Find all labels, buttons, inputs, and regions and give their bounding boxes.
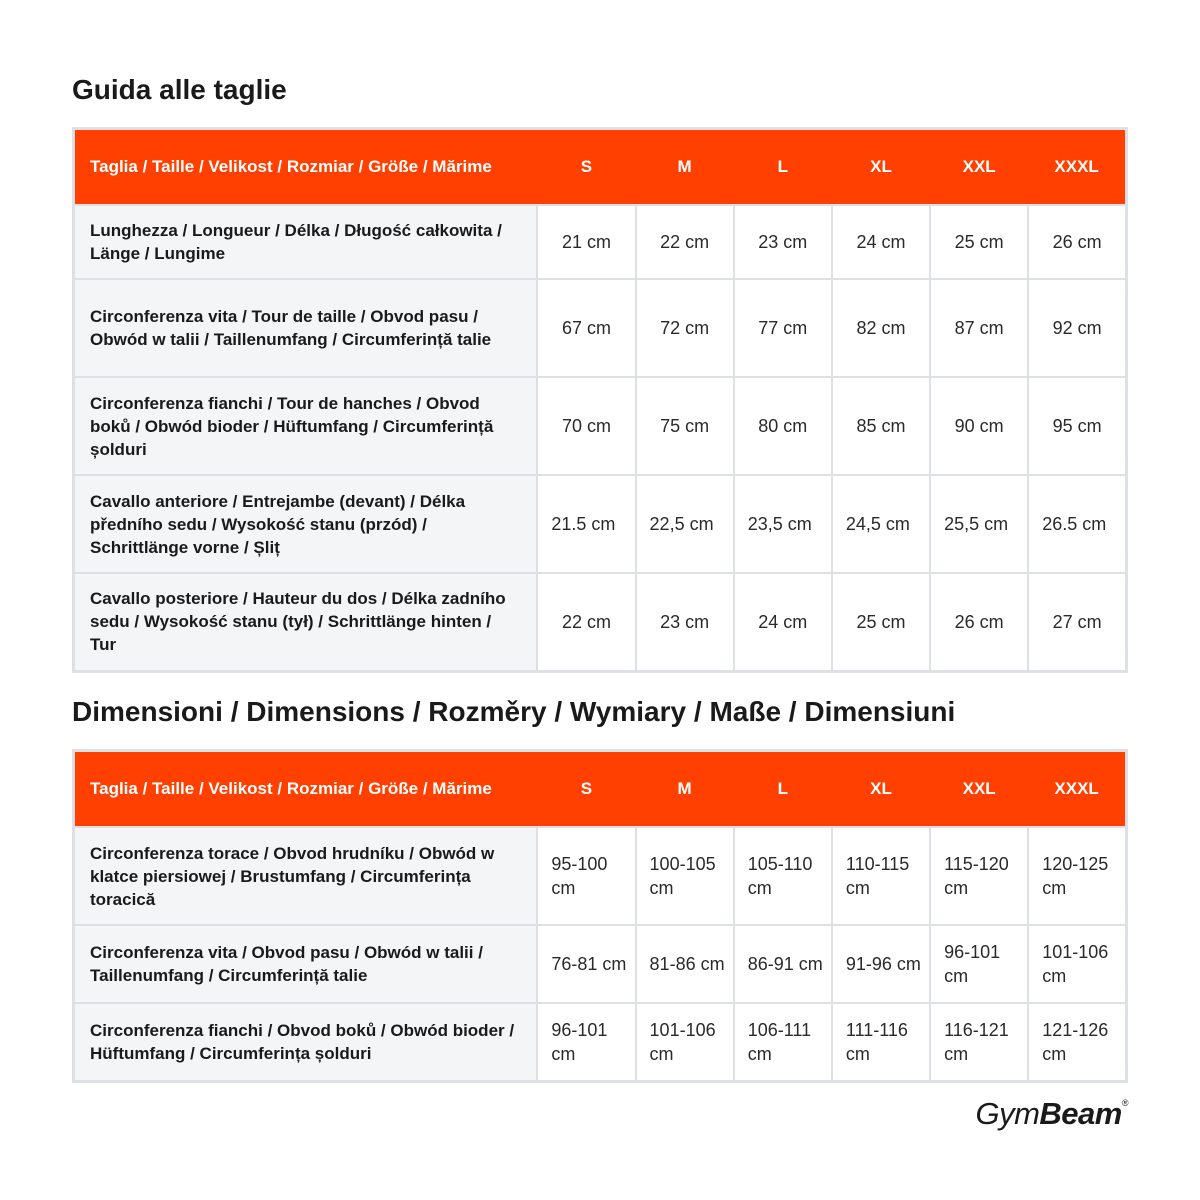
table-cell: 116-121 cm: [930, 1003, 1028, 1081]
table-cell: 21.5 cm: [537, 475, 635, 573]
header-size-xxxl: XXXL: [1028, 129, 1126, 206]
header-size-label: Taglia / Taille / Velikost / Rozmiar / Größe / Mărime: [74, 751, 538, 828]
table-cell: 22,5 cm: [636, 475, 734, 573]
row-label: Circonferenza fianchi / Tour de hanches / Obvod boků / Obwód bioder / Hüftumfang / Circumferință șolduri: [74, 377, 538, 475]
table-cell: 77 cm: [734, 279, 832, 377]
table-cell: 27 cm: [1028, 573, 1126, 671]
dimensions-header-row: [74, 751, 1127, 828]
registered-mark: ®: [1121, 1098, 1128, 1108]
table-cell: 23,5 cm: [734, 475, 832, 573]
table-cell: 23 cm: [734, 205, 832, 279]
table-cell: 87 cm: [930, 279, 1028, 377]
header-size-xl: XL: [832, 751, 930, 828]
table-cell: 111-116 cm: [832, 1003, 930, 1081]
logo-beam-text: Beam: [1039, 1096, 1122, 1131]
table-cell: 101-106 cm: [636, 1003, 734, 1081]
dimensions-table: [72, 749, 1128, 1083]
table-cell: 100-105 cm: [636, 827, 734, 925]
table-cell: 25,5 cm: [930, 475, 1028, 573]
header-size-xxl: XXL: [930, 751, 1028, 828]
logo-gym-text: Gym: [975, 1096, 1040, 1131]
table-cell: 105-110 cm: [734, 827, 832, 925]
table-cell: 90 cm: [930, 377, 1028, 475]
table-cell: 25 cm: [832, 573, 930, 671]
table-cell: 95-100 cm: [537, 827, 635, 925]
table-cell: 95 cm: [1028, 377, 1126, 475]
table-row: [74, 205, 1127, 279]
row-label: Circonferenza vita / Tour de taille / Obvod pasu / Obwód w talii / Taillenumfang / Circumferință talie: [74, 279, 538, 377]
header-size-xxxl: XXXL: [1028, 751, 1126, 828]
table-cell: 106-111 cm: [734, 1003, 832, 1081]
header-size-label: Taglia / Taille / Velikost / Rozmiar / Größe / Mărime: [74, 129, 538, 206]
table-cell: 75 cm: [636, 377, 734, 475]
size-guide-title: Guida alle taglie: [72, 74, 287, 105]
table-cell: 24 cm: [832, 205, 930, 279]
header-size-m: M: [636, 129, 734, 206]
header-size-s: S: [537, 129, 635, 206]
table-cell: 81-86 cm: [636, 925, 734, 1003]
table-cell: 22 cm: [636, 205, 734, 279]
table-cell: 101-106 cm: [1028, 925, 1126, 1003]
table-cell: 91-96 cm: [832, 925, 930, 1003]
table-cell: 25 cm: [930, 205, 1028, 279]
table-row: [74, 475, 1127, 573]
row-label: Cavallo anteriore / Entrejambe (devant) / Délka předního sedu / Wysokość stanu (przód) / Schrittlänge vorne / Șliț: [74, 475, 538, 573]
table-cell: 82 cm: [832, 279, 930, 377]
table-cell: 92 cm: [1028, 279, 1126, 377]
table-cell: 76-81 cm: [537, 925, 635, 1003]
table-cell: 86-91 cm: [734, 925, 832, 1003]
table-cell: 23 cm: [636, 573, 734, 671]
table-cell: 24,5 cm: [832, 475, 930, 573]
table-cell: 110-115 cm: [832, 827, 930, 925]
table-cell: 120-125 cm: [1028, 827, 1126, 925]
table-cell: 96-101 cm: [930, 925, 1028, 1003]
table-cell: 85 cm: [832, 377, 930, 475]
dimensions-title: Dimensioni / Dimensions / Rozměry / Wymiary / Maße / Dimensiuni: [72, 696, 956, 727]
table-cell: 26 cm: [930, 573, 1028, 671]
header-size-xxl: XXL: [930, 129, 1028, 206]
table-cell: 115-120 cm: [930, 827, 1028, 925]
table-cell: 96-101 cm: [537, 1003, 635, 1081]
table-row: [74, 1003, 1127, 1081]
header-size-xl: XL: [832, 129, 930, 206]
table-cell: 22 cm: [537, 573, 635, 671]
row-label: Lunghezza / Longueur / Délka / Długość całkowita / Länge / Lungime: [74, 205, 538, 279]
table-row: [74, 279, 1127, 377]
table-cell: 72 cm: [636, 279, 734, 377]
table-cell: 26.5 cm: [1028, 475, 1126, 573]
table-cell: 26 cm: [1028, 205, 1126, 279]
row-label: Circonferenza fianchi / Obvod boků / Obwód bioder / Hüftumfang / Circumferința șolduri: [74, 1003, 538, 1081]
gymbeam-logo: [975, 1096, 1128, 1132]
row-label: Circonferenza vita / Obvod pasu / Obwód w talii / Taillenumfang / Circumferință talie: [74, 925, 538, 1003]
table-row: [74, 377, 1127, 475]
table-cell: 70 cm: [537, 377, 635, 475]
row-label: Circonferenza torace / Obvod hrudníku / Obwód w klatce piersiowej / Brustumfang / Circumferința toracică: [74, 827, 538, 925]
table-cell: 121-126 cm: [1028, 1003, 1126, 1081]
table-row: [74, 925, 1127, 1003]
table-row: [74, 827, 1127, 925]
table-cell: 67 cm: [537, 279, 635, 377]
size-guide-table: [72, 127, 1128, 673]
size-guide-header-row: [74, 129, 1127, 206]
table-cell: 80 cm: [734, 377, 832, 475]
header-size-m: M: [636, 751, 734, 828]
row-label: Cavallo posteriore / Hauteur du dos / Délka zadního sedu / Wysokość stanu (tył) / Schrittlänge hinten / Tur: [74, 573, 538, 671]
table-row: [74, 573, 1127, 671]
table-cell: 21 cm: [537, 205, 635, 279]
header-size-s: S: [537, 751, 635, 828]
table-cell: 24 cm: [734, 573, 832, 671]
header-size-l: L: [734, 751, 832, 828]
header-size-l: L: [734, 129, 832, 206]
